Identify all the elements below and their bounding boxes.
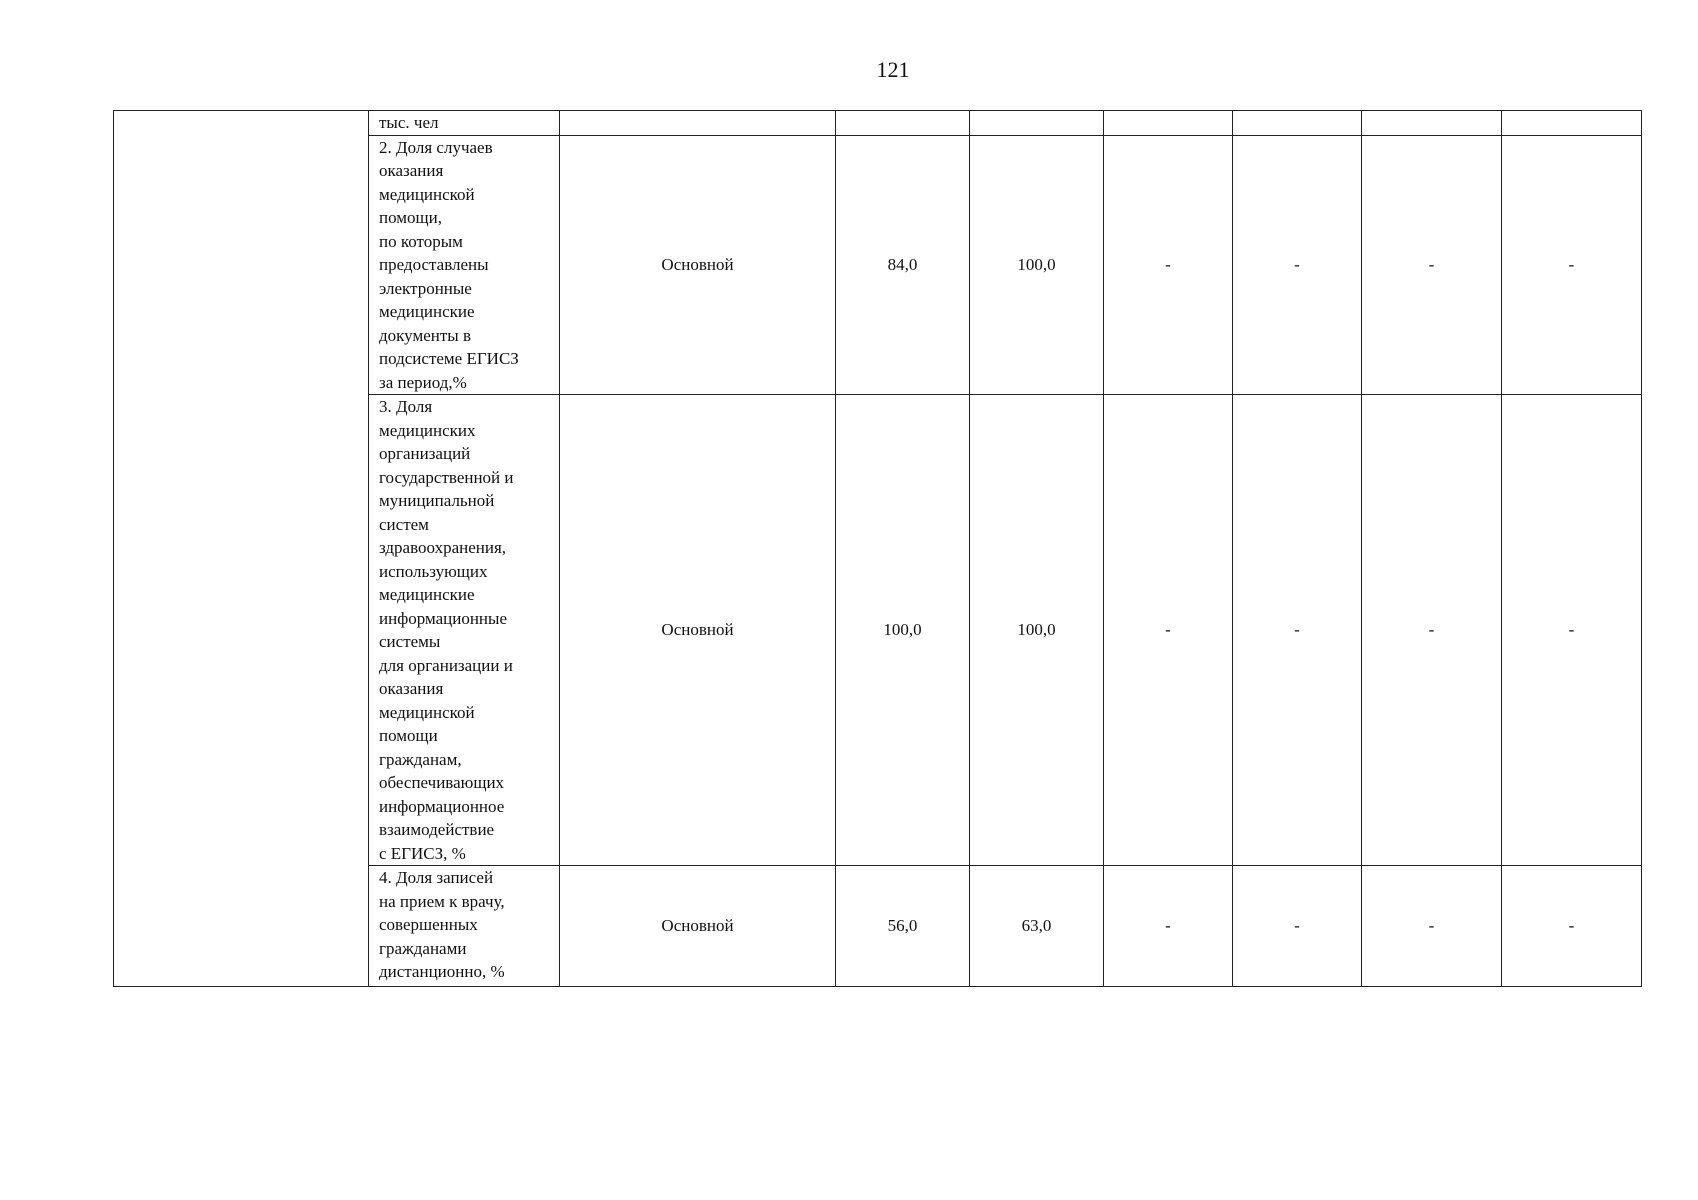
value-cell: 100,0: [970, 395, 1104, 866]
value-cell: -: [1233, 866, 1362, 987]
indicator-type: [560, 111, 836, 136]
indicators-table: [113, 110, 1642, 987]
value-cell: -: [1233, 395, 1362, 866]
value-cell: 56,0: [836, 866, 970, 987]
indicator-name-text: тыс. чел: [379, 113, 439, 132]
table-row: [114, 111, 1642, 136]
indicator-name: [369, 395, 560, 866]
value-cell: -: [1502, 395, 1642, 866]
value-cell: -: [1104, 395, 1233, 866]
indicator-name: [369, 135, 560, 395]
value-cell: [970, 111, 1104, 136]
value-cell: -: [1233, 135, 1362, 395]
indicator-name: [369, 866, 560, 987]
value-cell: [1233, 111, 1362, 136]
value-cell: 100,0: [836, 395, 970, 866]
value-cell: -: [1502, 135, 1642, 395]
indicator-name: [369, 111, 560, 136]
indicator-type: Основной: [560, 395, 836, 866]
page-number: 121: [876, 57, 910, 82]
value-cell: 63,0: [970, 866, 1104, 987]
value-cell: [1502, 111, 1642, 136]
indicator-name-text: 3. Доля медицинских организаций государственной и муниципальной систем здравоохранения, использующих медицинские информационные системы для организации и оказания медицинской помощи гражданам, обеспечивающих информационное взаимодействие с ЕГИСЗ, %: [379, 397, 514, 863]
value-cell: [1104, 111, 1233, 136]
value-cell: -: [1362, 395, 1502, 866]
value-cell: -: [1104, 866, 1233, 987]
value-cell: -: [1104, 135, 1233, 395]
value-cell: [1362, 111, 1502, 136]
value-cell: -: [1362, 135, 1502, 395]
indicator-type: Основной: [560, 866, 836, 987]
indicator-name-text: 2. Доля случаев оказания медицинской помощи, по которым предоставлены электронные медицинские документы в подсистеме ЕГИСЗ за период,%: [379, 137, 519, 392]
value-cell: 100,0: [970, 135, 1104, 395]
indicator-type: Основной: [560, 135, 836, 395]
value-cell: 84,0: [836, 135, 970, 395]
program-cell: [114, 111, 369, 987]
indicator-name-text: 4. Доля записей на прием к врачу, совершенных гражданами дистанционно, %: [379, 868, 505, 981]
value-cell: [836, 111, 970, 136]
value-cell: -: [1502, 866, 1642, 987]
value-cell: -: [1362, 866, 1502, 987]
